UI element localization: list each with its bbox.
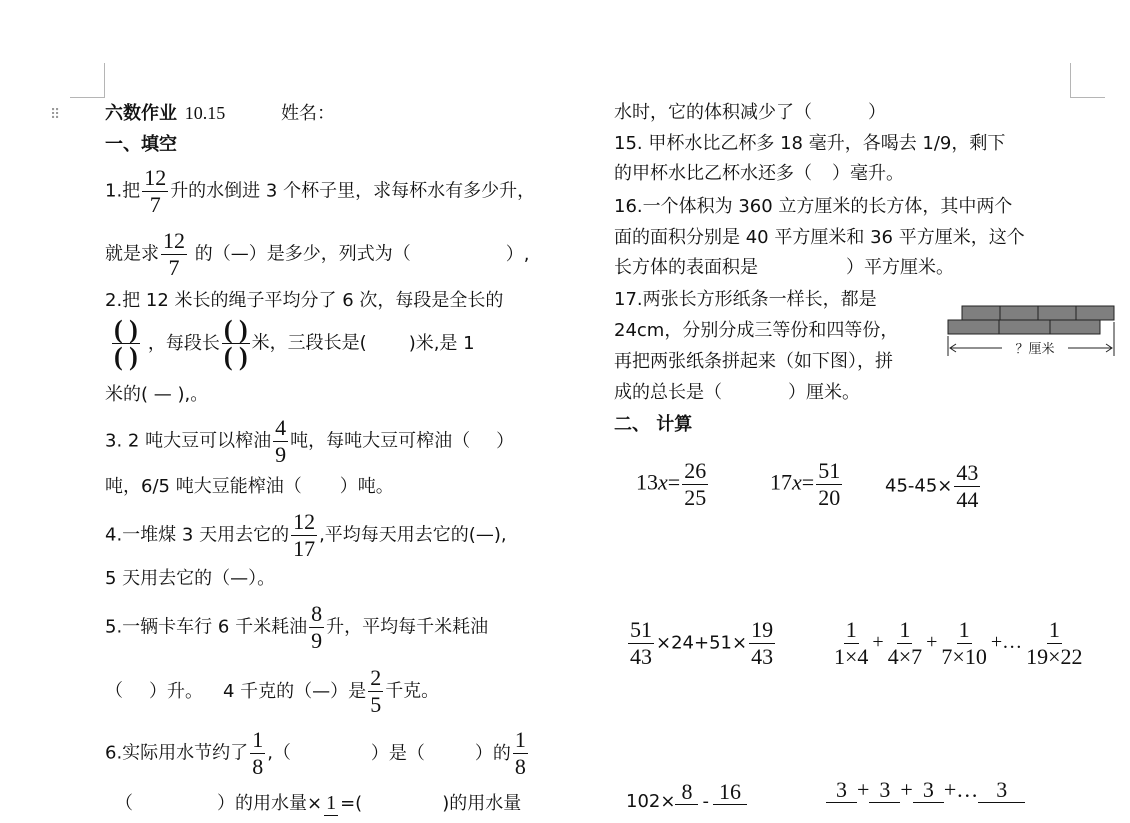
q5-fraction-2: $\frac{2}{5}$ [370, 665, 382, 717]
section-calculation: 二、 计算 [614, 414, 693, 435]
q2-line2: $\frac{( )}{( )}$ ，每段长 $\frac{( )}{( )}$ 米，三段长是( )米,是 1 [114, 315, 475, 371]
paper-strips-figure [940, 300, 1120, 362]
q6-fraction-2: $\frac{1}{8}$ [514, 727, 526, 779]
q5-line2: （ ）升。 4 千克的（—）是 $\frac{2}{5}$ 千克。 [105, 665, 440, 717]
calc-expr-3-fraction: $\frac{43}{44}$ [956, 460, 979, 512]
q1-line2: 就是求 $\frac{12}{7}$ 的（—）是多少，列式为（ ）, [105, 228, 530, 280]
calc-expr-5-term-4: $\frac{1}{19\times 22}$ [1026, 617, 1083, 669]
q1-line1: 1.把 $\frac{12}{7}$ 升的水倒进 3 个杯子里，求每杯水有多少升， [105, 165, 536, 217]
strip-three-parts [948, 320, 1100, 334]
section-fill-blank: 一、填空 [105, 134, 177, 155]
q17-line1: 17.两张长方形纸条一样长，都是 [614, 289, 877, 310]
q17-line4: 成的总长是（ ）厘米。 [614, 382, 860, 403]
q3-line1: 3. 2 吨大豆可以榨油 $\frac{4}{9}$ 吨，每吨大豆可榨油（ ） [105, 415, 515, 467]
page-corner-top-right [1070, 63, 1105, 98]
q15-line1: 15. 甲杯水比乙杯多 18 毫升，各喝去 1/9，剩下 [614, 133, 1006, 154]
q17-line3: 再把两张纸条拼起来（如下图），拼 [614, 351, 893, 372]
calc-expr-6-num-1: 8 [675, 780, 698, 805]
q2-blank-fraction-2: $\frac{( )}{( )}$ [223, 315, 248, 371]
calc-eq-1: 13x= $\frac{26}{25}$ [636, 458, 707, 510]
q4-line1: 4.一堆煤 3 天用去它的 $\frac{12}{17}$ ,平均每天用去它的(—), [105, 509, 507, 561]
q2-blank-fraction-1: $\frac{( )}{( )}$ [114, 315, 138, 371]
q5-line1: 5.一辆卡车行 6 千米耗油 $\frac{8}{9}$ 升，平均每千米耗油 [105, 601, 489, 653]
calc-expr-5-term-3: $\frac{1}{7\times 10}$ [941, 617, 987, 669]
q15-line2: 的甲杯水比乙杯水还多（ ）毫升。 [614, 163, 904, 184]
q16-line2: 面的面积分别是 40 平方厘米和 36 平方厘米，这个 [614, 227, 1025, 248]
name-label: 姓名： [280, 103, 335, 124]
doc-header [105, 101, 335, 126]
doc-date: 10.15 [184, 103, 226, 123]
q6-fraction: $\frac{1}{8}$ [252, 727, 264, 779]
q6-fraction-3: 1 [326, 792, 337, 814]
q17-line2: 24cm，分别分成三等份和四等份， [614, 320, 899, 341]
q6-line1: 6.实际用水节约了 $\frac{1}{8}$ ,（ ）是（ ）的 $\frac{1}{8}$ [105, 727, 526, 779]
q3-fraction: $\frac{4}{9}$ [275, 415, 287, 467]
q2-line3: 米的( — ),。 [105, 384, 209, 405]
q4-line2: 5 天用去它的（—）。 [105, 568, 276, 589]
drag-handle-icon[interactable]: ⠿ [50, 107, 61, 123]
calc-expr-6: 102× 8 - 16 [626, 790, 747, 814]
calc-eq-2: 17x= $\frac{51}{20}$ [770, 458, 841, 510]
calc-expr-4-fraction-2: $\frac{19}{43}$ [751, 617, 774, 669]
q1-fraction-2: $\frac{12}{7}$ [163, 228, 185, 280]
q1-fraction: $\frac{12}{7}$ [144, 165, 167, 217]
q6-line2: （ ）的用水量× 1 =( )的用水量 [115, 792, 522, 814]
calc-expr-4-fraction-1: $\frac{51}{43}$ [630, 617, 652, 669]
calc-expr-6-num-2: 16 [713, 780, 747, 805]
calc-expr-7: 3 + 3 + 3 +… 3 [826, 778, 1025, 803]
page-corner-top-left [70, 63, 105, 98]
q4-fraction: $\frac{12}{17}$ [293, 509, 316, 561]
calc-expr-5-term-1: $\frac{1}{1\times 4}$ [834, 617, 869, 669]
q2-line1: 2.把 12 米长的绳子平均分了 6 次，每段是全长的 [105, 290, 504, 311]
q16-line1: 16.一个体积为 360 立方厘米的长方体，其中两个 [614, 196, 1013, 217]
doc-title: 六数作业 [105, 103, 177, 124]
calc-expr-3: 45-45× $\frac{43}{44}$ [885, 460, 979, 512]
q3-line2: 吨，6/5 吨大豆能榨油（ ）吨。 [105, 476, 394, 497]
q16-line3: 长方体的表面积是 ）平方厘米。 [614, 257, 954, 278]
calc-expr-4: $\frac{51}{43}$ ×24+51× $\frac{19}{43}$ [630, 617, 774, 669]
q14-tail: 水时，它的体积减少了（ ） [614, 102, 886, 123]
calc-eq-1-fraction: $\frac{26}{25}$ [684, 458, 707, 510]
calc-eq-2-fraction: $\frac{51}{20}$ [818, 458, 841, 510]
calc-expr-5: $\frac{1}{1\times 4}$ + $\frac{1}{4\times 7}$ + $\frac{1}{7\times 10}$ +… $\frac{1}{19\times 22}$ [834, 617, 1083, 669]
calc-expr-5-term-2: $\frac{1}{4\times 7}$ [887, 617, 923, 669]
q5-fraction: $\frac{8}{9}$ [311, 601, 323, 653]
total-length-label: ？厘米 [1015, 342, 1055, 357]
